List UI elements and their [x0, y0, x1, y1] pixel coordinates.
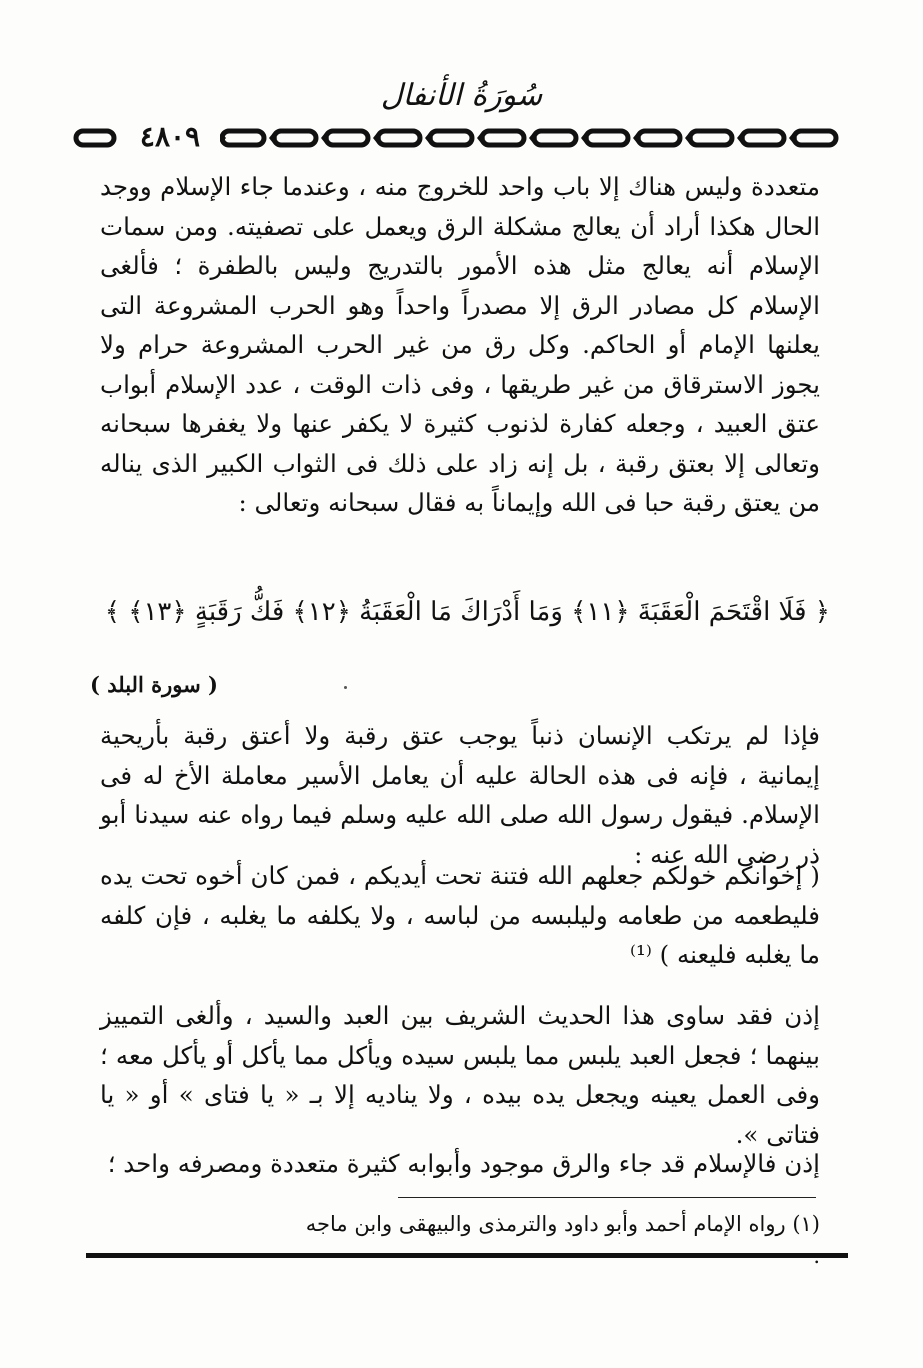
- footnote: (١) رواه الإمام أحمد وأبو داود والترمذى والبيهقى وابن ماجه: [305, 1212, 820, 1236]
- bottom-rule: [86, 1253, 848, 1258]
- page-number: ٤٨٠٩: [120, 120, 220, 154]
- paragraph-3: إذن فقد ساوى هذا الحديث الشريف بين العبد والسيد ، وألغى التمييز بينهما ؛ فجعل العبد يلبس مما يلبس سيده ويأكل مما يأكل أو يأكل معه ؛ وفى العمل يعينه ويجعل يده بيده ، ولا يناديه إلا بـ « يا فتاى » أو « يا فتاتى ».: [100, 1001, 820, 1149]
- surah-title: سُورَةُ الأنفال: [380, 78, 543, 113]
- decorative-chain-border: [72, 118, 842, 158]
- surah-reference: ( سورة البلد ): [90, 672, 218, 697]
- paragraph-1: متعددة وليس هناك إلا باب واحد للخروج منه ، وعندما جاء الإسلام ووجد الحال هكذا أراد أن يعالج مشكلة الرق ويعمل على تصفيته. ومن سمات الإسلام أنه يعالج مثل هذه الأمور بالتدريج وليس بالطفرة ؛ فألغى الإسلام كل مصادر الرق إلا مصدراً واحداً وهو الحرب المشروعة التى يعلنها الإمام أو الحاكم. وكل رق من غير الحرب المشروعة حرام ولا يجوز الاسترقاق من غير طريقها ، وفى ذات الوقت ، عدد الإسلام أبواب عتق العبيد ، وجعله كفارة لذنوب كثيرة لا يكفر عنها ولا يغفرها سبحانه وتعالى إلا بعتق رقبة ، بل إنه زاد على ذلك فى الثواب الكبير الذى يناله من يعتق رقبة حبا فى الله وإيماناً به فقال سبحانه وتعالى :: [100, 172, 820, 517]
- hadith-quote: ( إخوانكم خولكم جعلهم الله فتنة تحت أيديكم ، فمن كان أخوه تحت يده فليطعمه من طعامه وليلبسه من لباسه ، ولا يكلفه ما يغلبه ، فإن كلفه ما يغلبه فليعنه ) ⁽¹⁾: [100, 861, 820, 969]
- ink-speck: [344, 686, 347, 689]
- paragraph-2: فإذا لم يرتكب الإنسان ذنباً يوجب عتق رقبة ولا أعتق رقبة بأريحية إيمانية ، فإنه فى هذه الحالة عليه أن يعامل الأسير معاملة الأخ له فى الإسلام. فيقول رسول الله صلى الله عليه وسلم فيما رواه عنه سيدنا أبو ذر رضى الله عنه :: [100, 721, 820, 869]
- quran-verse: ﴿ فَلَا اقْتَحَمَ الْعَقَبَةَ ﴿١١﴾ وَمَا أَدْرَاكَ مَا الْعَقَبَةُ ﴿١٢﴾ فَكُّ رَقَبَةٍ ﴿١٣﴾ ﴾: [104, 597, 830, 627]
- footnote-separator: [398, 1197, 816, 1198]
- paragraph-4: إذن فالإسلام قد جاء والرق موجود وأبوابه كثيرة متعددة ومصرفه واحد ؛: [107, 1149, 820, 1178]
